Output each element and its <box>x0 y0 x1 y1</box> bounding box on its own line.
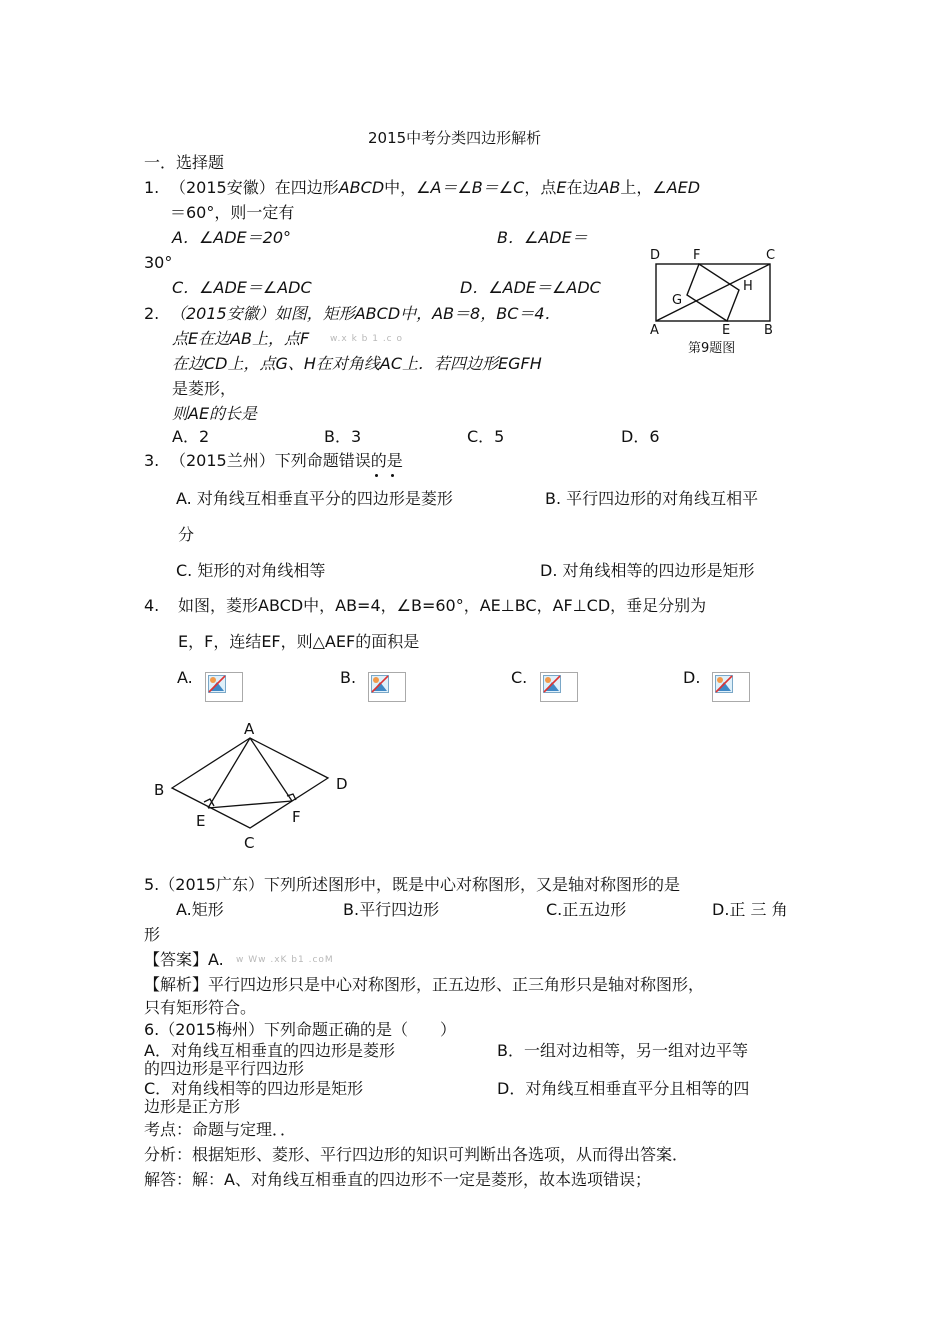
fenxi: 分析：根据矩形、菱形、平行四边形的知识可判断出各选项，从而得出答案． <box>144 1145 689 1164</box>
option-a: A．对角线互相垂直的四边形是菱形 <box>144 1041 395 1060</box>
label-f: F <box>292 808 301 826</box>
option-d-continued: 形 <box>144 925 161 944</box>
option-b-continued: 分 <box>178 525 195 544</box>
analysis-line-1: 【解析】平行四边形只是中心对称图形，正五边形、正三角形只是轴对称图形， <box>144 975 705 994</box>
segment-ae <box>208 738 250 808</box>
watermark: w Ww .xK b1 .coM <box>236 955 334 965</box>
label-e: E <box>196 812 206 830</box>
option-b: B.平行四边形 <box>343 900 440 919</box>
label-c: C <box>244 834 255 852</box>
label-f: F <box>693 248 701 263</box>
option-a: A．2 <box>172 427 210 446</box>
option-d: D．6 <box>621 427 660 446</box>
question-2-line-3: 在边CD上，点G、H在对角线AC上．若四边形EGFH <box>172 354 542 373</box>
option-b-continued: 的四边形是平行四边形 <box>144 1059 305 1078</box>
option-b: B. 平行四边形的对角线互相平 <box>545 489 759 508</box>
question-3-stem: （2015兰州）下列命题错误的是 <box>170 451 403 470</box>
option-b-image <box>368 672 406 702</box>
question-2-line-1: （2015安徽）如图，矩形ABCD中，AB＝8，BC＝4． <box>170 304 561 323</box>
option-a: A．∠ADE＝20° <box>172 228 292 247</box>
question-1-line-2: ＝60°，则一定有 <box>170 203 295 222</box>
segment-ef <box>208 801 292 808</box>
question-4-line-2: E，F，连结EF，则△AEF的面积是 <box>178 632 420 651</box>
question-5-stem: 5.（2015广东）下列所述图形中，既是中心对称图形，又是轴对称图形的是 <box>144 875 680 894</box>
label-a: A <box>650 323 659 338</box>
label-h: H <box>743 279 753 294</box>
option-b: B．一组对边相等，另一组对边平等 <box>497 1041 748 1060</box>
broken-image-icon <box>208 675 226 693</box>
label-b: B <box>154 781 165 799</box>
jieda: 解答：解：A、对角线互相垂直的四边形不一定是菱形，故本选项错误； <box>144 1170 651 1189</box>
label-e: E <box>722 323 731 338</box>
option-c: C.正五边形 <box>546 900 627 919</box>
kaodian: 考点：命题与定理．． <box>144 1120 297 1139</box>
label-b: B <box>764 323 773 338</box>
watermark: w.x k b 1 .c o <box>330 334 403 344</box>
option-d: D．∠ADE＝∠ADC <box>460 278 601 297</box>
option-d-continued: 边形是正方形 <box>144 1097 241 1116</box>
option-c-image <box>540 672 578 702</box>
option-c: C. 矩形的对角线相等 <box>176 561 326 580</box>
question-6-stem: 6.（2015梅州）下列命题正确的是（ ） <box>144 1020 456 1039</box>
option-a-image <box>205 672 243 702</box>
question-number: 3. <box>144 451 160 470</box>
question-2-line-5: 则AE的长是 <box>172 404 258 423</box>
option-d-image <box>712 672 750 702</box>
option-c: C．5 <box>467 427 505 446</box>
option-d: D. <box>683 668 701 687</box>
option-c: C．∠ADE＝∠ADC <box>172 278 312 297</box>
segment-af <box>250 738 292 801</box>
option-a: A.矩形 <box>176 900 224 919</box>
broken-image-icon <box>715 675 733 693</box>
analysis-line-2: 只有矩形符合。 <box>144 998 257 1017</box>
option-a: A. 对角线互相垂直平分的四边形是菱形 <box>176 489 453 508</box>
page-title: 2015中考分类四边形解析 <box>368 129 542 147</box>
option-b: B．3 <box>324 427 362 446</box>
option-c: C．对角线相等的四边形是矩形 <box>144 1079 364 1098</box>
question-4-line-1: 如图，菱形ABCD中，AB=4，∠B=60°，AE⊥BC，AF⊥CD，垂足分别为 <box>178 596 707 615</box>
broken-image-icon <box>371 675 389 693</box>
label-g: G <box>672 293 683 308</box>
answer: 【答案】A. <box>144 950 224 969</box>
question-number: 4. <box>144 596 160 615</box>
figure-rhombus-abcd <box>150 718 360 858</box>
question-1-line-1: （2015安徽）在四边形ABCD中，∠A＝∠B＝∠C，点E在边AB上，∠AED <box>170 178 701 197</box>
option-b: B. <box>340 668 357 687</box>
question-number: 1. <box>144 178 160 197</box>
label-d: D <box>336 775 348 793</box>
option-a: A. <box>177 668 193 687</box>
emphasis-dot <box>375 474 378 477</box>
figure-9-caption: 第9题图 <box>688 341 736 356</box>
emphasis-dot <box>391 474 394 477</box>
question-2-line-4: 是菱形， <box>172 379 237 398</box>
question-number: 2. <box>144 304 160 323</box>
question-2-line-2: 点E在边AB上，点F <box>172 329 310 348</box>
option-d: D．对角线互相垂直平分且相等的四 <box>497 1079 750 1098</box>
option-b-continued: 30° <box>144 253 173 272</box>
label-a: A <box>244 720 255 738</box>
label-d: D <box>650 248 661 263</box>
option-d: D.正 三 角 <box>712 900 788 919</box>
option-c: C. <box>511 668 528 687</box>
option-b: B．∠ADE＝ <box>497 228 588 247</box>
broken-image-icon <box>543 675 561 693</box>
option-d: D. 对角线相等的四边形是矩形 <box>540 561 755 580</box>
section-heading: 一．选择题 <box>144 153 225 172</box>
label-c: C <box>766 248 776 263</box>
